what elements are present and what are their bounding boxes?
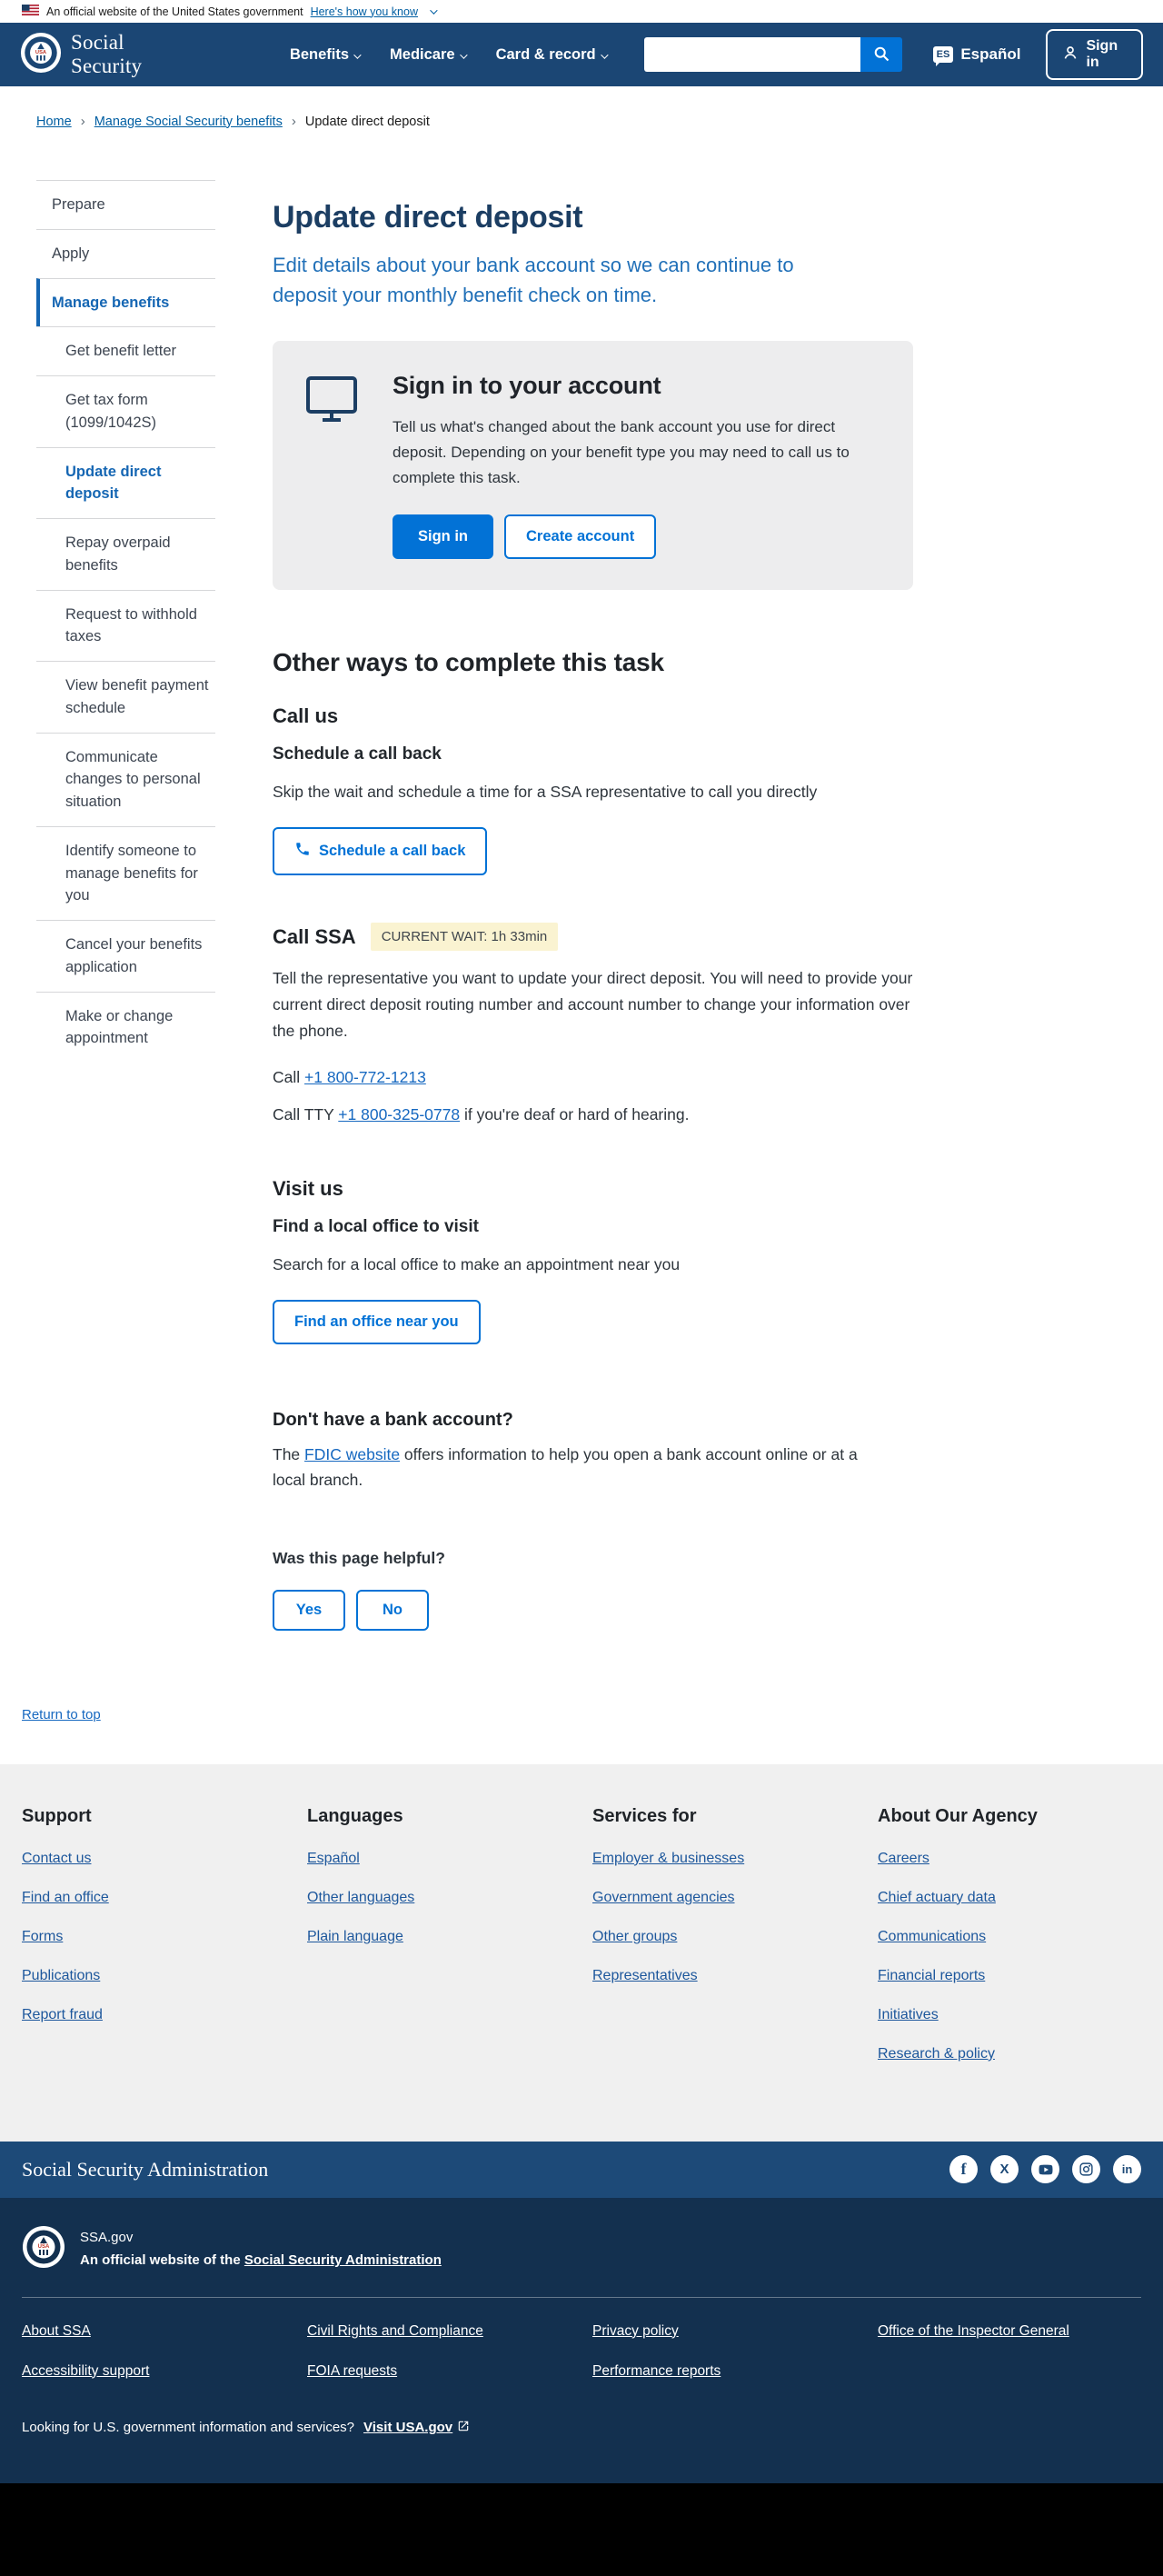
current-wait-badge: CURRENT WAIT: 1h 33min xyxy=(371,923,559,951)
other-ways-heading: Other ways to complete this task xyxy=(273,648,664,677)
call-ssa-body: Tell the representative you want to update your direct deposit. You will need to provide your current direct deposit routing number and account number to change your information over the phone. xyxy=(273,969,913,1040)
footer-link-contact-us[interactable]: Contact us xyxy=(22,1850,92,1866)
phone-link[interactable]: +1 800-772-1213 xyxy=(304,1067,426,1086)
footer-column-heading: About Our Agency xyxy=(878,1805,1038,1826)
sidebar-item-identify-someone[interactable]: Identify someone to manage benefits for you xyxy=(36,826,215,920)
helpful-yes-button[interactable]: Yes xyxy=(273,1590,345,1631)
footer-link-find-an-office[interactable]: Find an office xyxy=(22,1889,109,1905)
search-button[interactable] xyxy=(860,37,902,72)
schedule-callback-button[interactable]: Schedule a call back xyxy=(273,827,487,875)
sidebar-item-make-appointment[interactable]: Make or change appointment xyxy=(36,992,215,1063)
footer-link-representatives[interactable]: Representatives xyxy=(592,1967,698,1983)
footer-link-research-policy[interactable]: Research & policy xyxy=(878,2045,995,2062)
signin-card xyxy=(273,341,913,590)
footer-column-heading: Services for xyxy=(592,1805,697,1826)
breadcrumb-current: Update direct deposit xyxy=(304,114,430,129)
breadcrumb xyxy=(36,114,1127,129)
call-line: Call +1 800-772-1213 xyxy=(273,1067,426,1086)
footer-link-other-groups[interactable]: Other groups xyxy=(592,1928,678,1944)
breadcrumb-home[interactable]: Home xyxy=(36,114,72,129)
nav-benefits[interactable]: Benefits xyxy=(290,46,359,64)
instagram-icon[interactable] xyxy=(1072,2155,1100,2183)
sidebar-item-get-tax-form[interactable]: Get tax form (1099/1042S) xyxy=(36,375,215,447)
footer-bottom-links xyxy=(22,2323,1141,2380)
sidebar-item-apply[interactable]: Apply xyxy=(36,229,215,278)
footer-link-communications[interactable]: Communications xyxy=(878,1928,987,1944)
footer-column-about-our-agency xyxy=(878,1806,1141,2085)
signin-card-body: Tell us what's changed about the bank account you use for direct deposit. Depending on your benefit type you may need to call us to complete this task. xyxy=(393,418,850,487)
main-nav xyxy=(290,46,606,64)
footer-link-accessibility-support[interactable]: Accessibility support xyxy=(22,2362,150,2379)
us-flag-icon xyxy=(22,5,39,18)
footer-column-heading: Support xyxy=(22,1805,92,1826)
footer-link-forms[interactable]: Forms xyxy=(22,1928,64,1944)
tty-line: Call TTY +1 800-325-0778 if you're deaf or hard of hearing. xyxy=(273,1104,690,1123)
footer-column-support xyxy=(22,1806,285,2085)
facebook-icon[interactable]: f xyxy=(949,2155,978,2183)
footer-divider xyxy=(22,2297,1141,2298)
footer-column-services-for xyxy=(592,1806,856,2085)
x-icon[interactable]: X xyxy=(990,2155,1019,2183)
phone-icon xyxy=(294,841,311,862)
nav-card-record[interactable]: Card & record xyxy=(496,46,606,64)
person-icon xyxy=(1062,45,1079,65)
official-website-text: An official website of the Social Security Administration xyxy=(80,2252,442,2269)
breadcrumb-manage-benefits[interactable]: Manage Social Security benefits xyxy=(94,114,283,129)
breadcrumb-separator: › xyxy=(291,114,296,129)
es-badge-icon: ES xyxy=(933,46,954,63)
tty-phone-link[interactable]: +1 800-325-0778 xyxy=(338,1104,461,1123)
ssa-admin-title: Social Security Administration xyxy=(22,2157,269,2181)
footer-link-civil-rights[interactable]: Civil Rights and Compliance xyxy=(307,2322,483,2339)
find-office-button[interactable]: Find an office near you xyxy=(273,1300,481,1344)
footer-link-foia-requests[interactable]: FOIA requests xyxy=(307,2362,398,2379)
footer-link-employer-businesses[interactable]: Employer & businesses xyxy=(592,1850,745,1866)
sidebar-item-prepare[interactable]: Prepare xyxy=(36,180,215,229)
page-helpful-question: Was this page helpful? xyxy=(273,1548,445,1567)
footer-link-careers[interactable]: Careers xyxy=(878,1850,929,1866)
breadcrumb-separator: › xyxy=(80,114,85,129)
page-intro: Edit details about your bank account so we can continue to deposit your monthly benefit check on time. xyxy=(273,254,794,307)
nav-medicare[interactable]: Medicare xyxy=(390,46,465,64)
brand[interactable] xyxy=(20,31,181,78)
ssa-admin-bar xyxy=(0,2142,1163,2198)
footer-column-languages xyxy=(307,1806,571,2085)
sidebar-item-manage-benefits[interactable]: Manage benefits xyxy=(36,278,215,327)
create-account-button[interactable]: Create account xyxy=(504,514,656,559)
footer-link-privacy-policy[interactable]: Privacy policy xyxy=(592,2322,679,2339)
visit-us-heading: Visit us xyxy=(273,1176,343,1200)
search-input[interactable] xyxy=(644,37,860,72)
sidebar-item-payment-schedule[interactable]: View benefit payment schedule xyxy=(36,661,215,733)
footer-link-other-languages[interactable]: Other languages xyxy=(307,1889,415,1905)
callback-heading: Schedule a call back xyxy=(273,744,442,764)
usagov-line: Looking for U.S. government information and services? Visit USA.gov xyxy=(22,2420,1141,2436)
ssa-administration-link[interactable]: Social Security Administration xyxy=(244,2252,442,2269)
fdic-link[interactable]: FDIC website xyxy=(304,1444,401,1463)
espanol-link[interactable]: ES Español xyxy=(933,45,1021,64)
footer-link-government-agencies[interactable]: Government agencies xyxy=(592,1889,735,1905)
search-bar xyxy=(644,37,902,72)
ssa-gov-label: SSA.gov xyxy=(80,2230,134,2246)
footer-link-report-fraud[interactable]: Report fraud xyxy=(22,2006,103,2022)
page-title: Update direct deposit xyxy=(273,200,583,235)
banner-text: An official website of the United States government xyxy=(46,5,303,18)
sidebar-item-communicate-changes[interactable]: Communicate changes to personal situation xyxy=(36,733,215,826)
bank-account-body: The FDIC website offers information to help you open a bank account online or at a local branch. xyxy=(273,1444,858,1489)
chevron-down-icon xyxy=(430,6,437,14)
chevron-down-icon xyxy=(460,51,467,58)
footer-column-heading: Languages xyxy=(307,1805,403,1826)
gov-banner xyxy=(0,0,1163,23)
helpful-no-button[interactable]: No xyxy=(356,1590,429,1631)
sidebar-item-update-direct-deposit[interactable]: Update direct deposit xyxy=(36,447,215,519)
footer-link-inspector-general[interactable]: Office of the Inspector General xyxy=(878,2322,1069,2339)
monitor-icon xyxy=(305,372,358,559)
footer-link-initiatives[interactable]: Initiatives xyxy=(878,2006,939,2022)
main xyxy=(273,180,913,1631)
sidebar-nav xyxy=(36,180,215,1631)
find-office-heading: Find a local office to visit xyxy=(273,1216,479,1236)
ssa-seal-logo xyxy=(20,32,62,78)
chevron-down-icon xyxy=(353,51,361,58)
sidebar-item-repay-overpaid[interactable]: Repay overpaid benefits xyxy=(36,518,215,590)
search-icon xyxy=(872,45,890,65)
header-signin-button[interactable]: Sign in xyxy=(1046,29,1143,80)
bottom-black-strip xyxy=(0,2483,1163,2576)
find-office-body: Search for a local office to make an appointment near you xyxy=(273,1254,681,1273)
svg-text:USA: USA xyxy=(35,49,47,55)
footer-link-chief-actuary-data[interactable]: Chief actuary data xyxy=(878,1889,996,1905)
youtube-icon[interactable] xyxy=(1031,2155,1059,2183)
footer-link-performance-reports[interactable]: Performance reports xyxy=(592,2362,721,2379)
footer-link-financial-reports[interactable]: Financial reports xyxy=(878,1967,986,1983)
bank-account-heading: Don't have a bank account? xyxy=(273,1409,513,1430)
footer-links xyxy=(0,1764,1163,2142)
linkedin-icon[interactable]: in xyxy=(1113,2155,1141,2183)
sidebar-item-get-benefit-letter[interactable]: Get benefit letter xyxy=(36,326,215,375)
sidebar-item-cancel-application[interactable]: Cancel your benefits application xyxy=(36,920,215,992)
external-link-icon xyxy=(457,2420,470,2436)
visit-usagov-link[interactable]: Visit USA.gov xyxy=(363,2420,470,2436)
svg-text:USA: USA xyxy=(37,2243,50,2250)
call-ssa-heading: Call SSA xyxy=(273,924,356,948)
callback-body: Skip the wait and schedule a time for a SSA representative to call you directly xyxy=(273,783,818,802)
banner-how-link[interactable]: Here's how you know xyxy=(310,5,418,18)
signin-card-heading: Sign in to your account xyxy=(393,372,661,400)
chevron-down-icon xyxy=(601,51,608,58)
sidebar-item-withhold-taxes[interactable]: Request to withhold taxes xyxy=(36,590,215,662)
call-us-heading: Call us xyxy=(273,704,339,728)
ssa-seal-logo xyxy=(22,2225,65,2273)
signin-button[interactable]: Sign in xyxy=(393,514,493,559)
footer-link-plain-language[interactable]: Plain language xyxy=(307,1928,403,1944)
brand-name: Social Security xyxy=(71,31,143,77)
footer-link-publications[interactable]: Publications xyxy=(22,1967,101,1983)
footer-link-espanol[interactable]: Español xyxy=(307,1850,360,1866)
footer-link-about-ssa[interactable]: About SSA xyxy=(22,2322,91,2339)
footer-bottom xyxy=(0,2198,1163,2483)
social-links xyxy=(949,2155,1141,2183)
return-to-top-link[interactable]: Return to top xyxy=(22,1706,101,1722)
content xyxy=(0,129,1163,1631)
site-header xyxy=(0,23,1163,86)
